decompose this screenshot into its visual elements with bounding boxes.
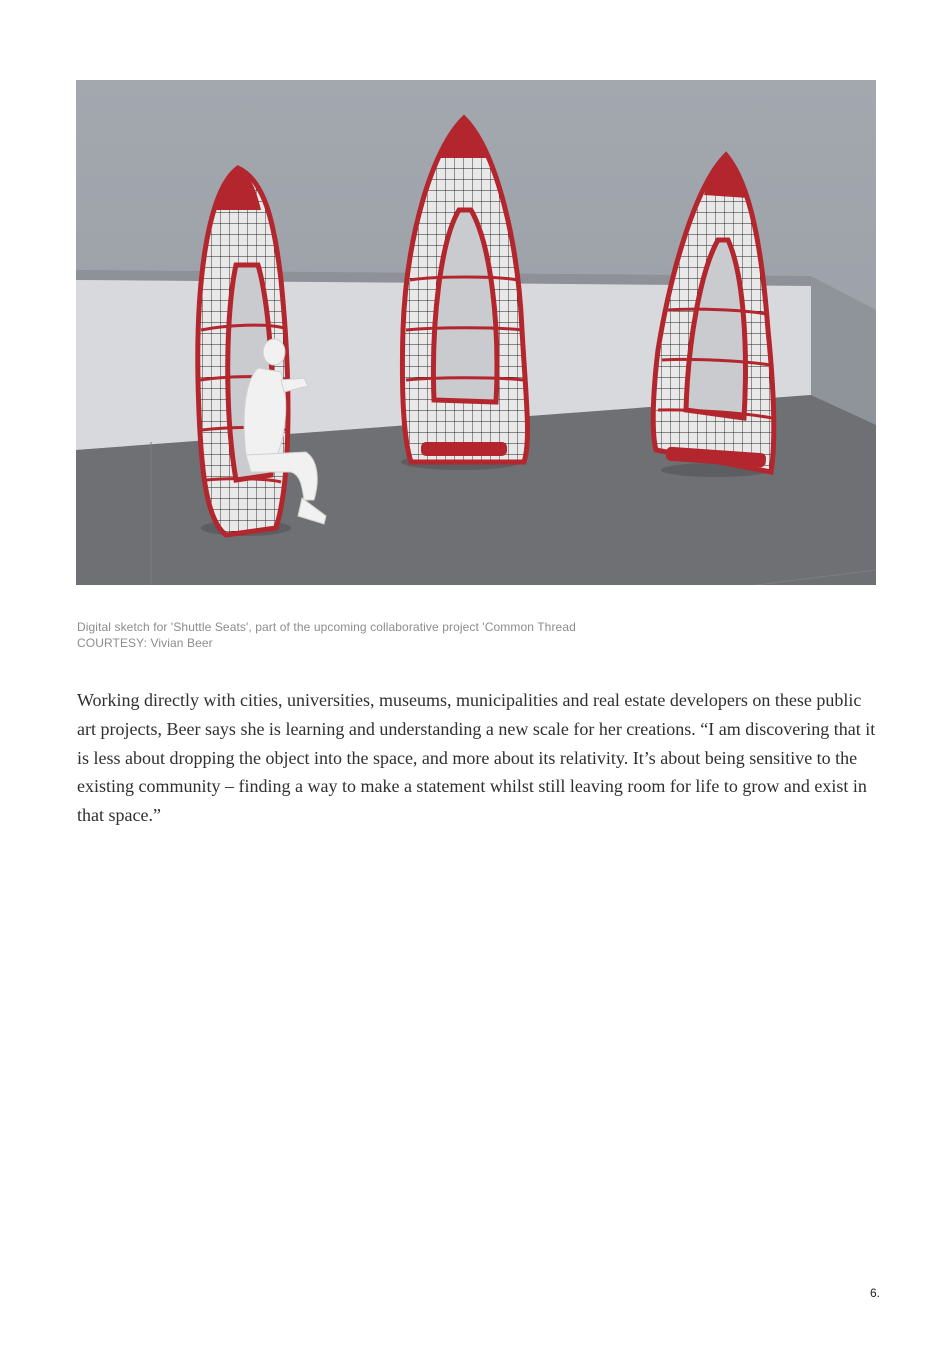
page-number: 6.: [869, 1286, 880, 1300]
body-paragraph: Working directly with cities, universities, museums, municipalities and real estate developers on these public art projects, Beer says she is learning and understanding a new scale for her creations. “I am discovering that it is less about dropping the object into the space, and more about its relativity. It’s about being sensitive to the existing community – finding a way to make a statement whilst still leaving room for life to grow and exist in that space.”: [77, 690, 876, 826]
sculpture-rendering-image: [76, 80, 876, 585]
caption-description: Digital sketch for 'Shuttle Seats', part of the upcoming collaborative project 'Common Thread: [77, 620, 576, 634]
caption-courtesy: COURTESY: Vivian Beer: [77, 636, 213, 650]
figure-caption: [77, 619, 877, 651]
shuttle-seats-sketch: [76, 80, 876, 585]
